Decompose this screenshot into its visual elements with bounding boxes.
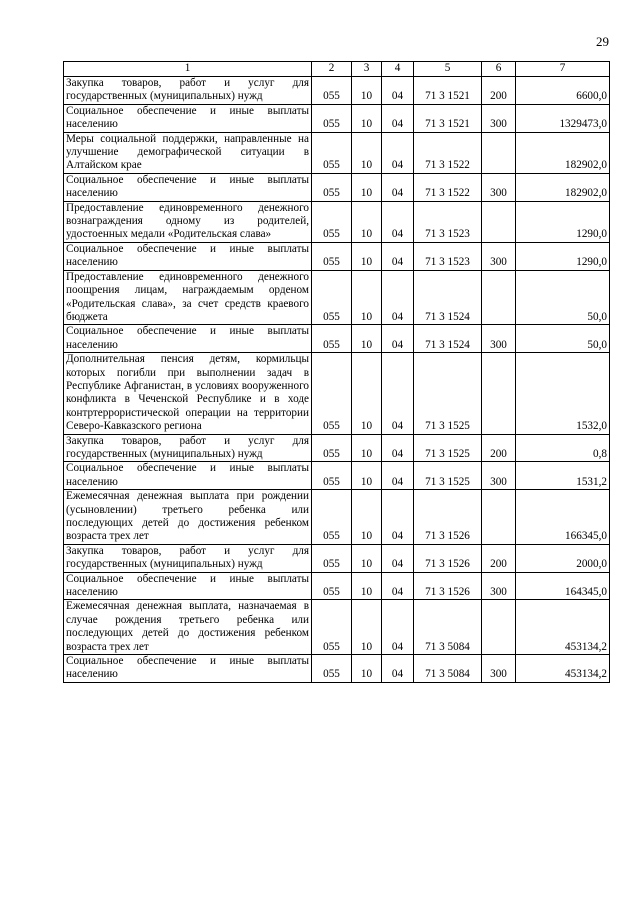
row-description: Социальное обеспечение и иные выплаты населению xyxy=(64,572,312,600)
code-section: 10 xyxy=(352,325,382,353)
row-description: Социальное обеспечение и иные выплаты населению xyxy=(64,325,312,353)
code-subsection: 04 xyxy=(382,655,414,683)
code-expense-type xyxy=(482,201,516,242)
column-header: 3 xyxy=(352,62,382,77)
amount: 1531,2 xyxy=(516,462,610,490)
code-target-article: 71 3 1525 xyxy=(414,434,482,462)
code-target-article: 71 3 5084 xyxy=(414,600,482,655)
code-subsection: 04 xyxy=(382,572,414,600)
row-description: Социальное обеспечение и иные выплаты населению xyxy=(64,242,312,270)
code-administrator: 055 xyxy=(312,353,352,434)
code-expense-type: 200 xyxy=(482,77,516,105)
table-body xyxy=(64,77,610,683)
table-row xyxy=(64,104,610,132)
code-administrator: 055 xyxy=(312,132,352,173)
amount: 0,8 xyxy=(516,434,610,462)
table-row xyxy=(64,655,610,683)
code-expense-type: 300 xyxy=(482,572,516,600)
code-subsection: 04 xyxy=(382,242,414,270)
code-expense-type xyxy=(482,353,516,434)
row-description: Закупка товаров, работ и услуг для государственных (муниципальных) нужд xyxy=(64,77,312,105)
code-subsection: 04 xyxy=(382,270,414,325)
code-administrator: 055 xyxy=(312,572,352,600)
code-section: 10 xyxy=(352,544,382,572)
code-expense-type xyxy=(482,600,516,655)
row-description: Социальное обеспечение и иные выплаты населению xyxy=(64,462,312,490)
column-header: 4 xyxy=(382,62,414,77)
code-administrator: 055 xyxy=(312,173,352,201)
code-section: 10 xyxy=(352,77,382,105)
amount: 1290,0 xyxy=(516,242,610,270)
amount: 2000,0 xyxy=(516,544,610,572)
column-header: 7 xyxy=(516,62,610,77)
code-subsection: 04 xyxy=(382,325,414,353)
code-subsection: 04 xyxy=(382,490,414,545)
row-description: Социальное обеспечение и иные выплаты населению xyxy=(64,173,312,201)
code-section: 10 xyxy=(352,353,382,434)
amount: 50,0 xyxy=(516,270,610,325)
row-description: Ежемесячная денежная выплата, назначаемая в случае рождения третьего ребенка или последующих детей до достижения ребенком возраста трех лет xyxy=(64,600,312,655)
code-target-article: 71 3 1523 xyxy=(414,201,482,242)
table-row xyxy=(64,77,610,105)
column-header: 2 xyxy=(312,62,352,77)
table-row xyxy=(64,490,610,545)
code-expense-type: 300 xyxy=(482,104,516,132)
code-expense-type xyxy=(482,270,516,325)
code-expense-type xyxy=(482,132,516,173)
code-target-article: 71 3 1526 xyxy=(414,572,482,600)
code-target-article: 71 3 1524 xyxy=(414,270,482,325)
code-administrator: 055 xyxy=(312,462,352,490)
amount: 50,0 xyxy=(516,325,610,353)
amount: 6600,0 xyxy=(516,77,610,105)
amount: 182902,0 xyxy=(516,173,610,201)
code-administrator: 055 xyxy=(312,434,352,462)
row-description: Ежемесячная денежная выплата при рождении (усыновлении) третьего ребенка или последующих детей до достижения ребенком возраста трех лет xyxy=(64,490,312,545)
code-subsection: 04 xyxy=(382,544,414,572)
code-administrator: 055 xyxy=(312,655,352,683)
table-row xyxy=(64,242,610,270)
page-number: 29 xyxy=(596,34,609,49)
row-description: Закупка товаров, работ и услуг для государственных (муниципальных) нужд xyxy=(64,434,312,462)
budget-table xyxy=(63,61,610,683)
code-target-article: 71 3 1521 xyxy=(414,104,482,132)
code-section: 10 xyxy=(352,490,382,545)
code-expense-type: 200 xyxy=(482,434,516,462)
code-administrator: 055 xyxy=(312,104,352,132)
row-description: Закупка товаров, работ и услуг для государственных (муниципальных) нужд xyxy=(64,544,312,572)
code-expense-type xyxy=(482,490,516,545)
amount: 1290,0 xyxy=(516,201,610,242)
amount: 182902,0 xyxy=(516,132,610,173)
code-administrator: 055 xyxy=(312,77,352,105)
code-administrator: 055 xyxy=(312,325,352,353)
table-row xyxy=(64,462,610,490)
code-administrator: 055 xyxy=(312,600,352,655)
code-target-article: 71 3 1521 xyxy=(414,77,482,105)
code-target-article: 71 3 1522 xyxy=(414,173,482,201)
code-section: 10 xyxy=(352,655,382,683)
amount: 166345,0 xyxy=(516,490,610,545)
column-header: 6 xyxy=(482,62,516,77)
code-subsection: 04 xyxy=(382,132,414,173)
code-expense-type: 300 xyxy=(482,242,516,270)
code-expense-type: 300 xyxy=(482,325,516,353)
code-subsection: 04 xyxy=(382,353,414,434)
code-expense-type: 300 xyxy=(482,173,516,201)
code-section: 10 xyxy=(352,132,382,173)
row-description: Дополнительная пенсия детям, кормильцы которых погибли при выполнении задач в Республике Афганистан, в условиях вооруженного конфликта в Чеченской Республике и в ходе контртеррористической операции на территории Северо-Кавказского региона xyxy=(64,353,312,434)
code-target-article: 71 3 1525 xyxy=(414,462,482,490)
code-administrator: 055 xyxy=(312,201,352,242)
code-target-article: 71 3 1526 xyxy=(414,490,482,545)
table-row xyxy=(64,173,610,201)
table-row xyxy=(64,132,610,173)
code-subsection: 04 xyxy=(382,173,414,201)
table-row xyxy=(64,201,610,242)
code-target-article: 71 3 1524 xyxy=(414,325,482,353)
row-description: Предоставление единовременного денежного поощрения лицам, награждаемым орденом «Родительская слава», за счет средств краевого бюджета xyxy=(64,270,312,325)
code-section: 10 xyxy=(352,600,382,655)
code-expense-type: 300 xyxy=(482,462,516,490)
code-section: 10 xyxy=(352,173,382,201)
code-section: 10 xyxy=(352,434,382,462)
row-description: Меры социальной поддержки, направленные на улучшение демографической ситуации в Алтайском крае xyxy=(64,132,312,173)
table-row xyxy=(64,544,610,572)
code-section: 10 xyxy=(352,572,382,600)
code-expense-type: 200 xyxy=(482,544,516,572)
code-section: 10 xyxy=(352,104,382,132)
row-description: Предоставление единовременного денежного вознаграждения одному из родителей, удостоенных медали «Родительская слава» xyxy=(64,201,312,242)
amount: 164345,0 xyxy=(516,572,610,600)
code-expense-type: 300 xyxy=(482,655,516,683)
code-subsection: 04 xyxy=(382,462,414,490)
code-target-article: 71 3 1526 xyxy=(414,544,482,572)
code-target-article: 71 3 1523 xyxy=(414,242,482,270)
amount: 1329473,0 xyxy=(516,104,610,132)
table-row xyxy=(64,353,610,434)
table-row xyxy=(64,600,610,655)
code-target-article: 71 3 5084 xyxy=(414,655,482,683)
code-administrator: 055 xyxy=(312,544,352,572)
code-subsection: 04 xyxy=(382,201,414,242)
code-administrator: 055 xyxy=(312,270,352,325)
code-administrator: 055 xyxy=(312,490,352,545)
amount: 453134,2 xyxy=(516,655,610,683)
code-subsection: 04 xyxy=(382,600,414,655)
table-row xyxy=(64,325,610,353)
code-subsection: 04 xyxy=(382,434,414,462)
table-row xyxy=(64,572,610,600)
code-section: 10 xyxy=(352,270,382,325)
code-subsection: 04 xyxy=(382,77,414,105)
code-section: 10 xyxy=(352,201,382,242)
code-section: 10 xyxy=(352,242,382,270)
code-administrator: 055 xyxy=(312,242,352,270)
code-target-article: 71 3 1522 xyxy=(414,132,482,173)
column-header: 5 xyxy=(414,62,482,77)
code-target-article: 71 3 1525 xyxy=(414,353,482,434)
amount: 453134,2 xyxy=(516,600,610,655)
column-header: 1 xyxy=(64,62,312,77)
row-description: Социальное обеспечение и иные выплаты населению xyxy=(64,104,312,132)
code-subsection: 04 xyxy=(382,104,414,132)
code-section: 10 xyxy=(352,462,382,490)
table-row xyxy=(64,270,610,325)
row-description: Социальное обеспечение и иные выплаты населению xyxy=(64,655,312,683)
header-row xyxy=(64,62,610,77)
table-row xyxy=(64,434,610,462)
amount: 1532,0 xyxy=(516,353,610,434)
